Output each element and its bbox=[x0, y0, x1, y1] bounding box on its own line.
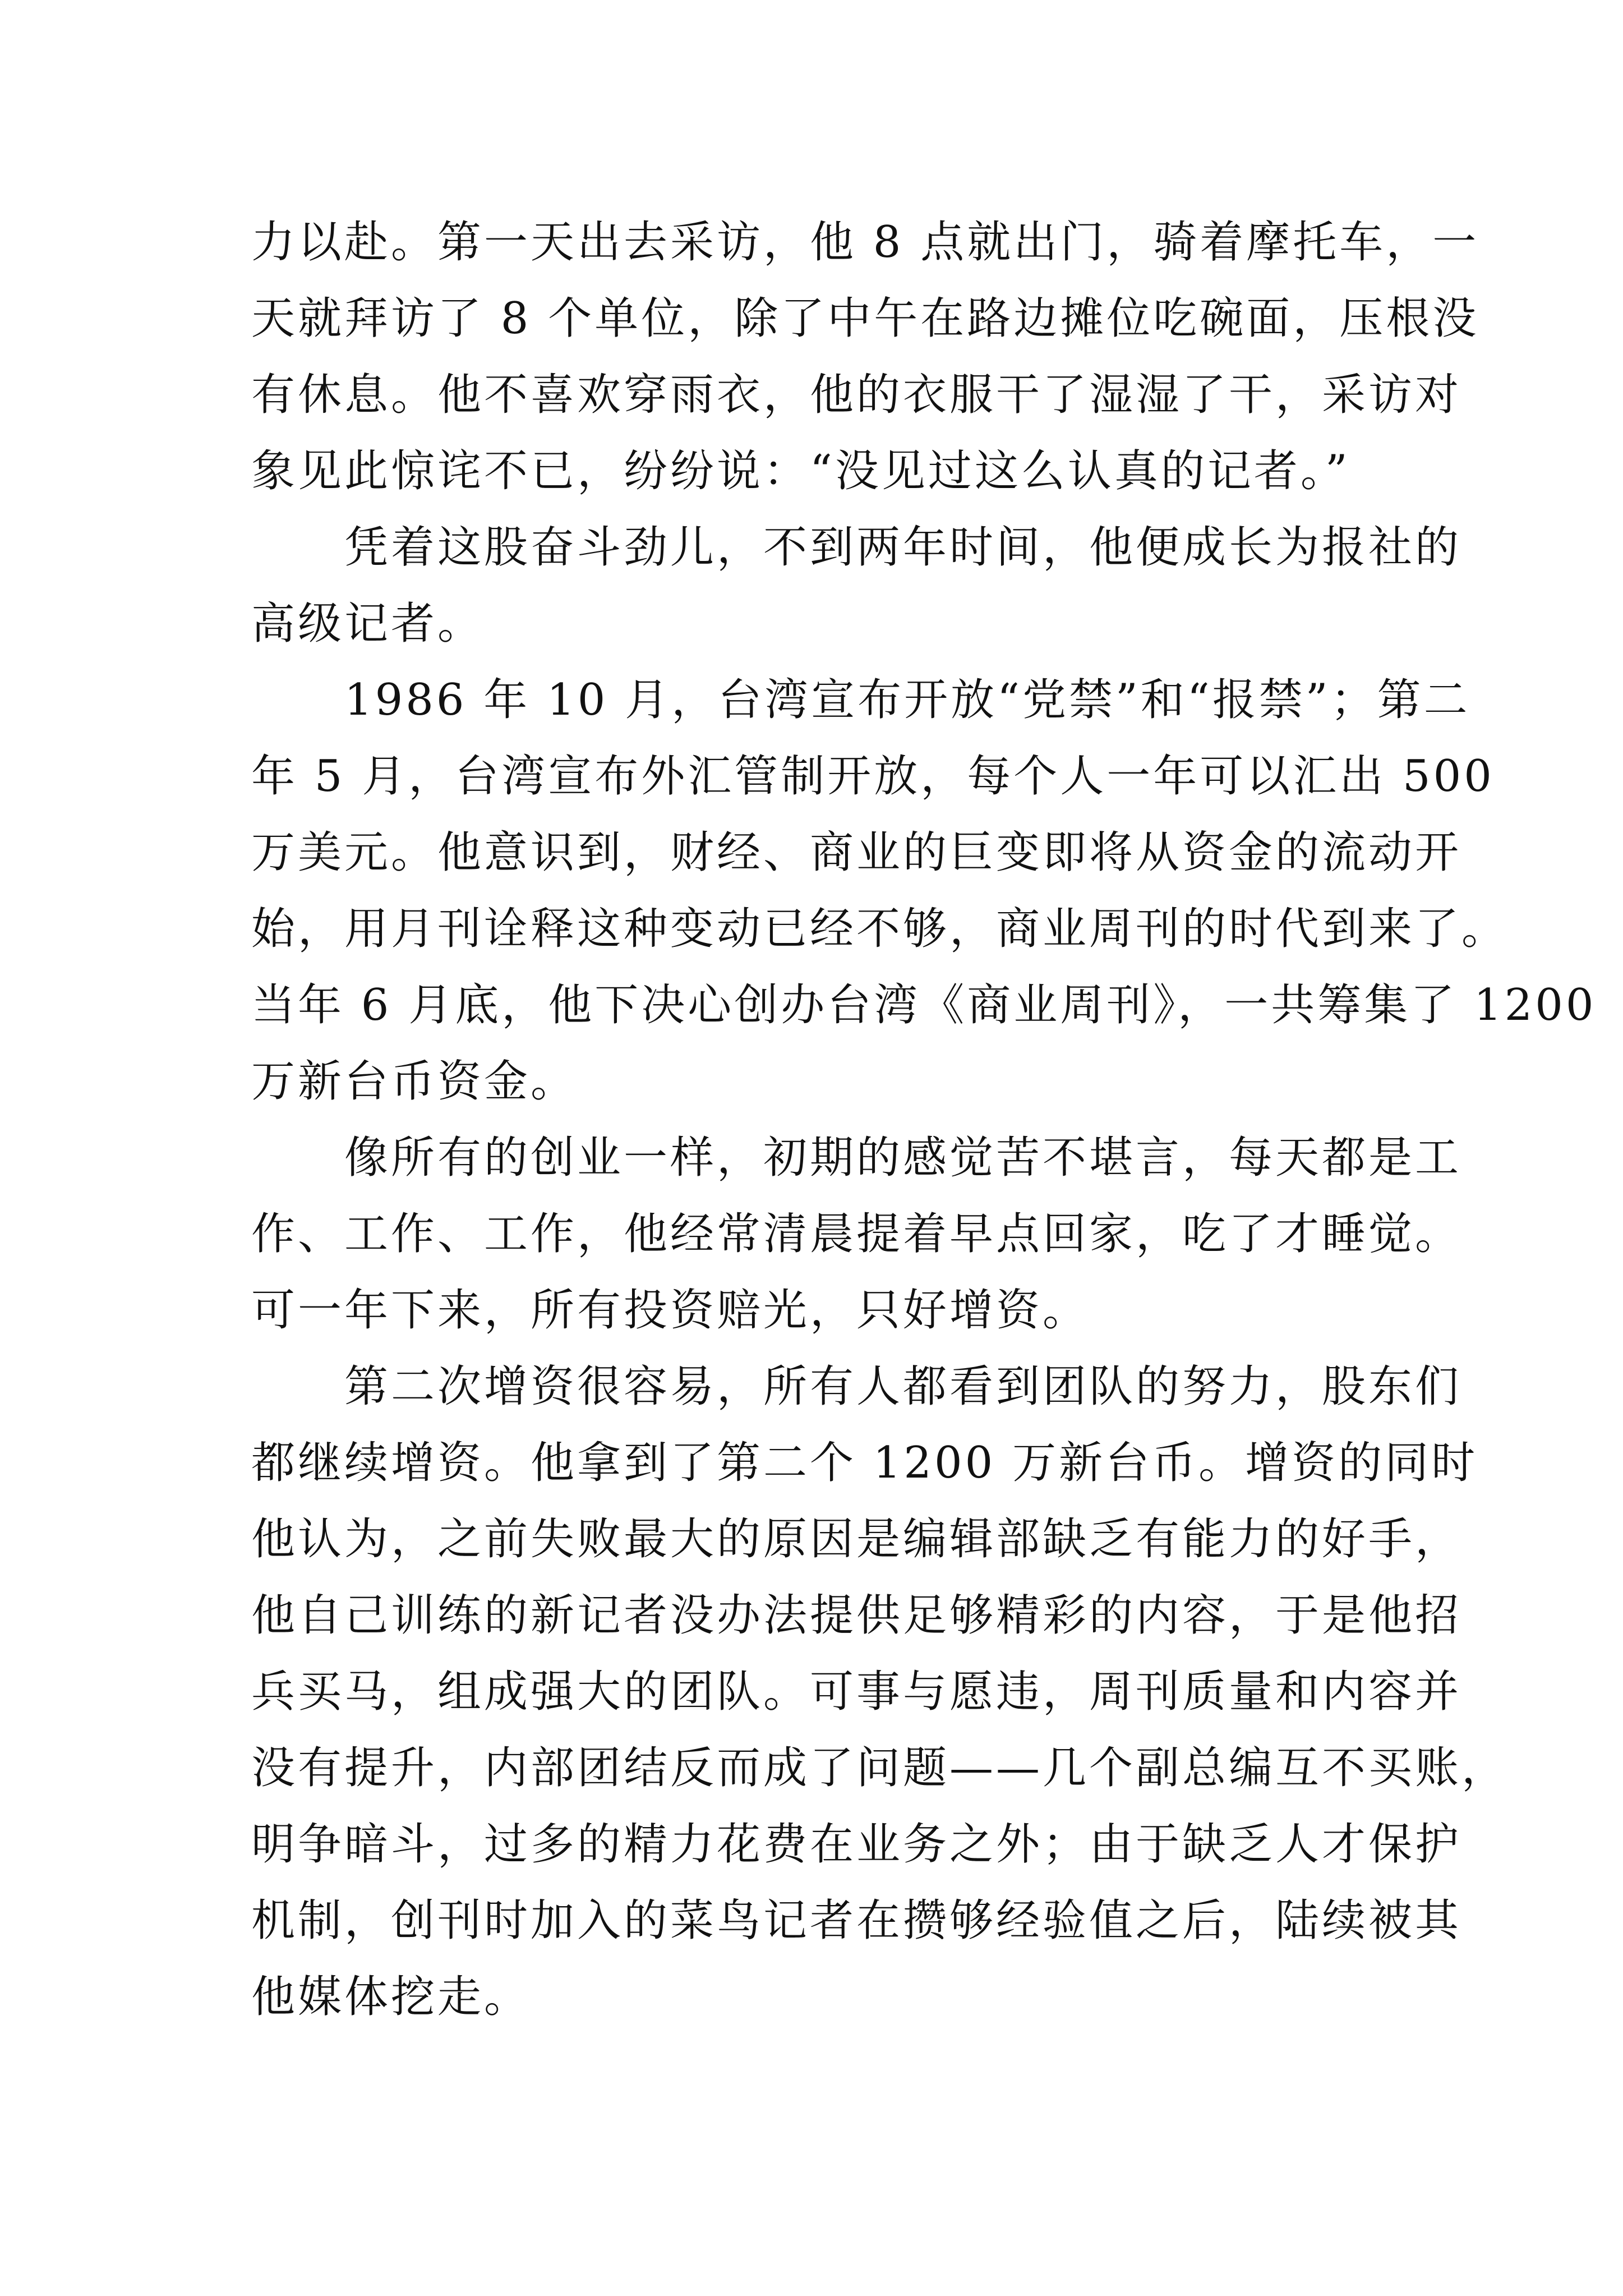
text-line: 作、工作、工作，他经常清晨提着早点回家，吃了才睡觉。 bbox=[251, 1209, 1462, 1259]
text-line: 他媒体挖走。 bbox=[251, 1972, 531, 2022]
text-line: 机制，创刊时加入的菜鸟记者在攒够经验值之后，陆续被其 bbox=[251, 1895, 1462, 1946]
text-line: 象见此惊诧不已，纷纷说：“没见过这么认真的记者。” bbox=[251, 446, 1350, 496]
text-line: 他认为，之前失败最大的原因是编辑部缺乏有能力的好手， bbox=[251, 1514, 1462, 1565]
text-line: 力以赴。第一天出去采访，他 8 点就出门，骑着摩托车，一 bbox=[251, 217, 1479, 268]
paragraph-first-line: 第二次增资很容易，所有人都看到团队的努力，股东们 bbox=[344, 1361, 1462, 1412]
text-line: 万新台币资金。 bbox=[251, 1056, 578, 1107]
text-line: 天就拜访了 8 个单位，除了中午在路边摊位吃碗面，压根没 bbox=[251, 293, 1479, 344]
text-line: 都继续增资。他拿到了第二个 1200 万新台币。增资的同时 bbox=[251, 1438, 1478, 1488]
paragraph-first-line: 像所有的创业一样，初期的感觉苦不堪言，每天都是工 bbox=[344, 1133, 1462, 1183]
document-body bbox=[251, 204, 1597, 2035]
text-line: 有休息。他不喜欢穿雨衣，他的衣服干了湿湿了干，采访对 bbox=[251, 370, 1462, 420]
text-line: 始，用月刊诠释这种变动已经不够，商业周刊的时代到来了。 bbox=[251, 904, 1509, 954]
text-line: 高级记者。 bbox=[251, 599, 485, 649]
text-line: 明争暗斗，过多的精力花费在业务之外；由于缺乏人才保护 bbox=[251, 1819, 1462, 1870]
text-line: 没有提升，内部团结反而成了问题——几个副总编互不买账， bbox=[251, 1743, 1509, 1793]
text-line: 兵买马，组成强大的团队。可事与愿违，周刊质量和内容并 bbox=[251, 1667, 1462, 1717]
paragraph-first-line: 凭着这股奋斗劲儿，不到两年时间，他便成长为报社的 bbox=[344, 522, 1462, 573]
text-line: 万美元。他意识到，财经、商业的巨变即将从资金的流动开 bbox=[251, 827, 1462, 878]
text-line: 可一年下来，所有投资赔光，只好增资。 bbox=[251, 1285, 1090, 1336]
text-line: 年 5 月，台湾宣布外汇管制开放，每个人一年可以汇出 500 bbox=[251, 751, 1495, 802]
text-line: 当年 6 月底，他下决心创办台湾《商业周刊》，一共筹集了 1200 bbox=[251, 980, 1597, 1030]
text-line: 他自己训练的新记者没办法提供足够精彩的内容，于是他招 bbox=[251, 1590, 1462, 1641]
paragraph-first-line: 1986 年 10 月，台湾宣布开放“党禁”和“报禁”；第二 bbox=[344, 675, 1470, 725]
